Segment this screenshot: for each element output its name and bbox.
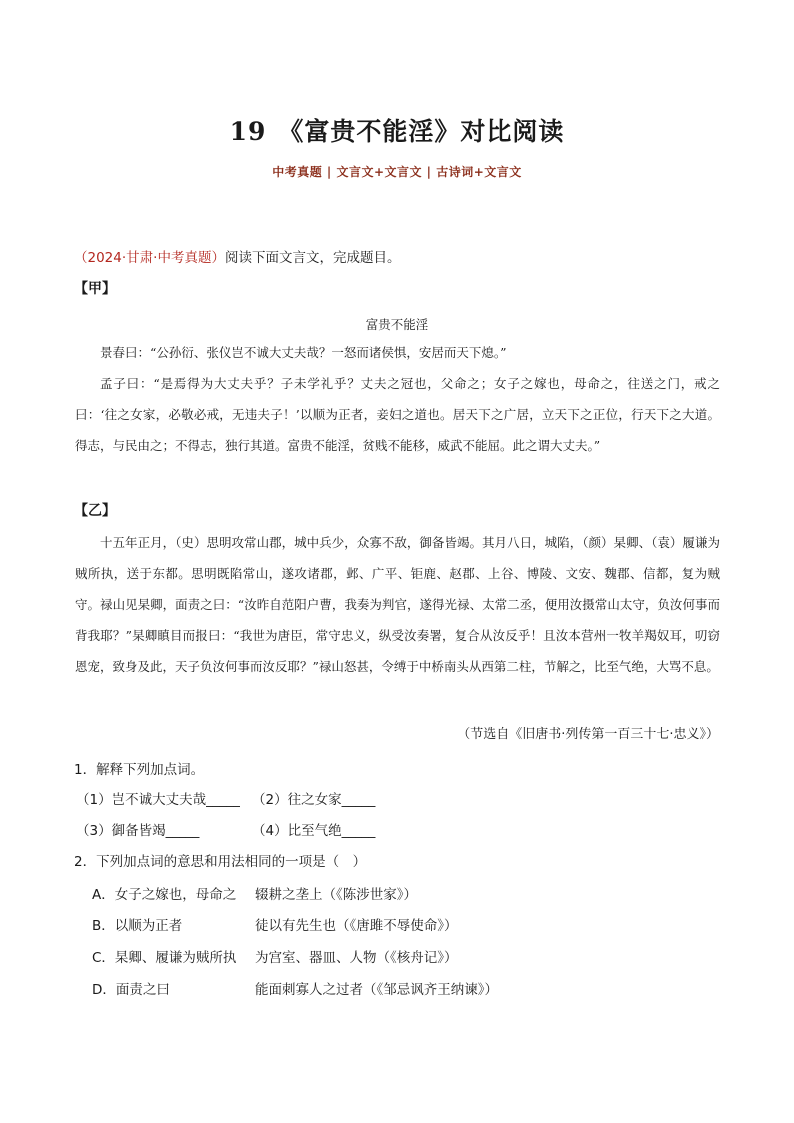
question-1-item-1: （1）岂不诚大丈夫哉_____ xyxy=(76,792,240,808)
question-1-row-1 xyxy=(76,788,375,808)
lesson-title: 《富贵不能淫》对比阅读 xyxy=(278,117,565,146)
passage-a-paragraph-2: 孟子曰：“是焉得为大丈夫乎？子未学礼乎？丈夫之冠也，父命之；女子之嫁也，母命之，往送之门，戒之曰：‘往之女家，必敬必戒，无违夫子！’以顺为正者，妾妇之道也。居天下之广居，立天下之正位，行天下之大道。得志，与民由之；不得志，独行其道。富贵不能淫，贫贱不能移，威武不能屈。此之谓大丈夫。” xyxy=(75,376,720,453)
option-d-left: D．面责之曰 xyxy=(92,982,170,998)
page-title xyxy=(0,112,794,148)
option-c-left: C．杲卿、履谦为贼所执 xyxy=(92,950,237,966)
lesson-number: 19 xyxy=(229,117,267,146)
intro-text: 阅读下面文言文，完成题目。 xyxy=(224,250,401,266)
question-1-item-2: （2）往之女家_____ xyxy=(252,792,376,808)
question-2-option-a xyxy=(92,883,417,903)
option-c-right: 为宫室、器皿、人物（《核舟记》） xyxy=(255,950,458,966)
option-a-right: 辍耕之垄上（《陈涉世家》） xyxy=(255,887,417,903)
passage-b-source: （节选自《旧唐书·列传第一百三十七·忠义》） xyxy=(457,727,719,742)
passage-a-label: 【甲】 xyxy=(74,281,116,297)
question-2-option-d xyxy=(92,978,498,998)
category-subtitle: 中考真题 | 文言文+文言文 | 古诗词+文言文 xyxy=(272,165,522,179)
question-2-stem: 2．下列加点词的意思和用法相同的一项是（ ） xyxy=(74,854,367,870)
question-1-item-3: （3）御备皆竭_____ xyxy=(76,823,200,839)
passage-b-label: 【乙】 xyxy=(74,503,116,519)
question-1-row-2 xyxy=(76,819,375,839)
intro-line xyxy=(74,246,400,266)
option-d-right: 能面刺寡人之过者（《邹忌讽齐王纳谏》） xyxy=(255,982,498,998)
passage-a-title: 富贵不能淫 xyxy=(365,317,429,332)
question-1-item-4: （4）比至气绝_____ xyxy=(252,823,376,839)
option-a-left: A．女子之嫁也，母命之 xyxy=(92,887,237,903)
intro-source: （2024·甘肃·中考真题） xyxy=(74,250,225,266)
passage-a-paragraph-1: 景春曰：“公孙衍、张仪岂不诚大丈夫哉？一怒而诸侯惧，安居而天下熄。” xyxy=(100,345,507,360)
option-b-right: 徒以有先生也（《唐雎不辱使命》） xyxy=(255,918,458,934)
question-1-stem: 1．解释下列加点词。 xyxy=(74,762,205,778)
question-2-option-b xyxy=(92,914,458,934)
passage-b-paragraph-1: 十五年正月，（史）思明攻常山郡，城中兵少，众寡不敌，御备皆竭。其月八日，城陷，（颜）杲卿、（袁）履谦为贼所执，送于东都。思明既陷常山，遂攻诸郡，邺、广平、钜鹿、赵郡、上谷、博陵、文安、魏郡、信都，复为贼守。禄山见杲卿，面责之曰：“汝昨自范阳户曹，我奏为判官，遂得光禄、太常二丞，便用汝摄常山太守，负汝何事而背我耶？”杲卿瞋目而报曰：“我世为唐臣，常守忠义，纵受汝奏署，复合从汝反乎！且汝本营州一牧羊羯奴耳，叨窃恩宠，致身及此，天子负汝何事而汝反耶？”禄山怒甚，令缚于中桥南头从西第二柱，节解之，比至气绝，大骂不息。 xyxy=(75,535,720,674)
option-b-left: B．以顺为正者 xyxy=(92,918,183,934)
question-2-option-c xyxy=(92,946,458,966)
